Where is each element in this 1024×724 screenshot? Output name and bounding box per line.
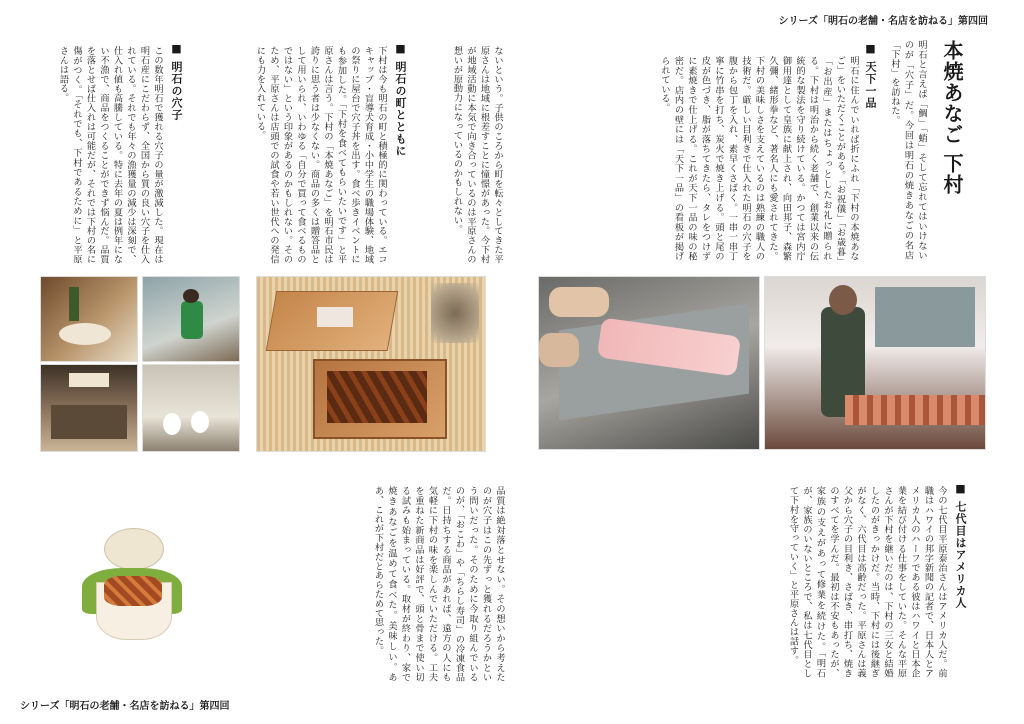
section-body: 下村は今も明石の町と積極的に関わっている。エコキャップ・盲導犬育成・小中学生の職場体験、地域の祭りに屋台で穴子丼を出す。食べ歩きイベントにも参加した。「下村を食べてもらいたいです」と平原さんは言う。下村の「本焼あなご」を明石市民は誇りに思う者は少なくない。商品の多くは贈答品として用いられ、いわゆる「自分で買って食べるものではない」という印象があるのかもしれない。そのため、平原さんは店頭での試食や若い世代への発信にも力を入れている。 [254, 46, 387, 264]
square-icon: ■ [170, 42, 183, 56]
section-heading: 明石の穴子 [170, 60, 183, 121]
section-heading-mark [168, 42, 184, 121]
section-body: 今の七代目平原泰治さんはアメリカ人だ。前職はハワイの邦字新聞の記者で、日本人とアメリカ人のハーフである彼はハワイと日本企業を結び付ける仕事をしていた。そんな平原さんが下村を継いだのは、下村の三女と結婚したのがきっかけだ。当時、下村には後継ぎがなく、六代目は高齢だった。平原さんは義父から穴子の目利き、さばき、串打ち、焼きのすべてを学んだ。最初は不安もあったが、家族の支えがあって修業を続けた。「明石が、家族のいないところで、私は七代目として下村を守っていく」と平原さんは話す。 [787, 486, 947, 678]
page-header-left: シリーズ「明石の老舗・名店を訪ねる」第四回 [20, 701, 230, 712]
section-body: 明石に住んでいれば折にふれ「下村の本焼あなご」をいただくことがある。「お祝儀」「お歳暮」「お出産」またはちょっとしたお礼に贈られる。下村は明治から続く老舗で、創業以来の伝統的な製法を守り続けている。かつては宮内庁御用達として皇族に献上され、向田邦子、森繁久彌、緒形拳など、著名人にも愛されてきた。下村の美味しさを支えているのは熟練の職人の技術だ。厳しい目利きで仕入れた明石の穴子を腹から包丁を入れ、素早くさばく。一串一串丁寧に竹串を打ち、炭火で焼き上げる。頭と尾の皮が色づき、脂が落ちてきたら、タレをつけずに素焼きで仕上げる。これが天下一品の味の秘密だ。店内の壁には「天下一品」の看板が掲げられている。 [659, 56, 859, 261]
photo-workplace-experience [142, 364, 240, 452]
photo-anago-box [256, 276, 486, 452]
section-heading-mark [392, 42, 408, 157]
square-icon: ■ [394, 42, 407, 56]
page-header-right: シリーズ「明石の老舗・名店を訪ねる」第四回 [778, 16, 988, 27]
section-body: 品質は絶対落とせない。その想いから考えたのが穴子はこの先ずっと獲れるだろうかという問いだった。そのために今取り組んでいるのが、「おこわ」や「ちらし寿司」の冷凍食品だ。日持ちする商品があれば、遠方の人にも気軽に下村の味を楽しんでいただける。工夫を重ねた新商品は好評で、頭と骨まで使い切る試みも始まっている。取材が終わり、家で焼きあなごを温めて食べた。美味しい。ああ、これが下村だとあらためて思った。 [372, 486, 505, 682]
square-icon: ■ [954, 482, 967, 496]
section-heading-mark [862, 42, 878, 109]
section-heading: 天下一品 [864, 60, 877, 109]
section-body-continued: ないという。子供のころから町を転々としてきた平原さんは地域に根差すことに憧憬があった。今下村が地域活動に本気で向き合っているのは平原さんの想いが原動力になっているのかもしれない。 [451, 46, 503, 264]
square-icon: ■ [864, 42, 877, 56]
photo-dining [40, 276, 138, 362]
section-heading: 明石の町とともに [394, 60, 407, 157]
section-heading-mark [952, 482, 968, 609]
photo-shop-work [142, 276, 240, 362]
section-heading: 七代目はアメリカ人 [954, 500, 967, 609]
article-intro: 明石と言えば「鯛」「蛸」そして忘れてはいけないのが「穴子」だ。今回は明石の焼きあなごの名店「下村」を訪ねた。 [889, 40, 927, 260]
section-body: この数年明石で獲れる穴子の量が激減した。現在は明石産にこだわらず、全国から質の良い穴子を仕入れている。それでも年々の漁獲量の減少は深刻で、仕入れ値も高騰している。特に去年の夏は例年にない不漁で、商品をつくることができず悩んだ。品質を落とせば仕入れは可能だが、それでは下村の名に傷がつく。「それでも、下村であるために」と平原さんは語る。 [57, 46, 163, 264]
photo-grill-master [764, 276, 986, 450]
article-title: 本焼あなご 下村 [940, 40, 964, 195]
photo-storefront [40, 364, 138, 452]
photo-skewering [538, 276, 760, 450]
photo-anago-okowa [74, 528, 192, 648]
